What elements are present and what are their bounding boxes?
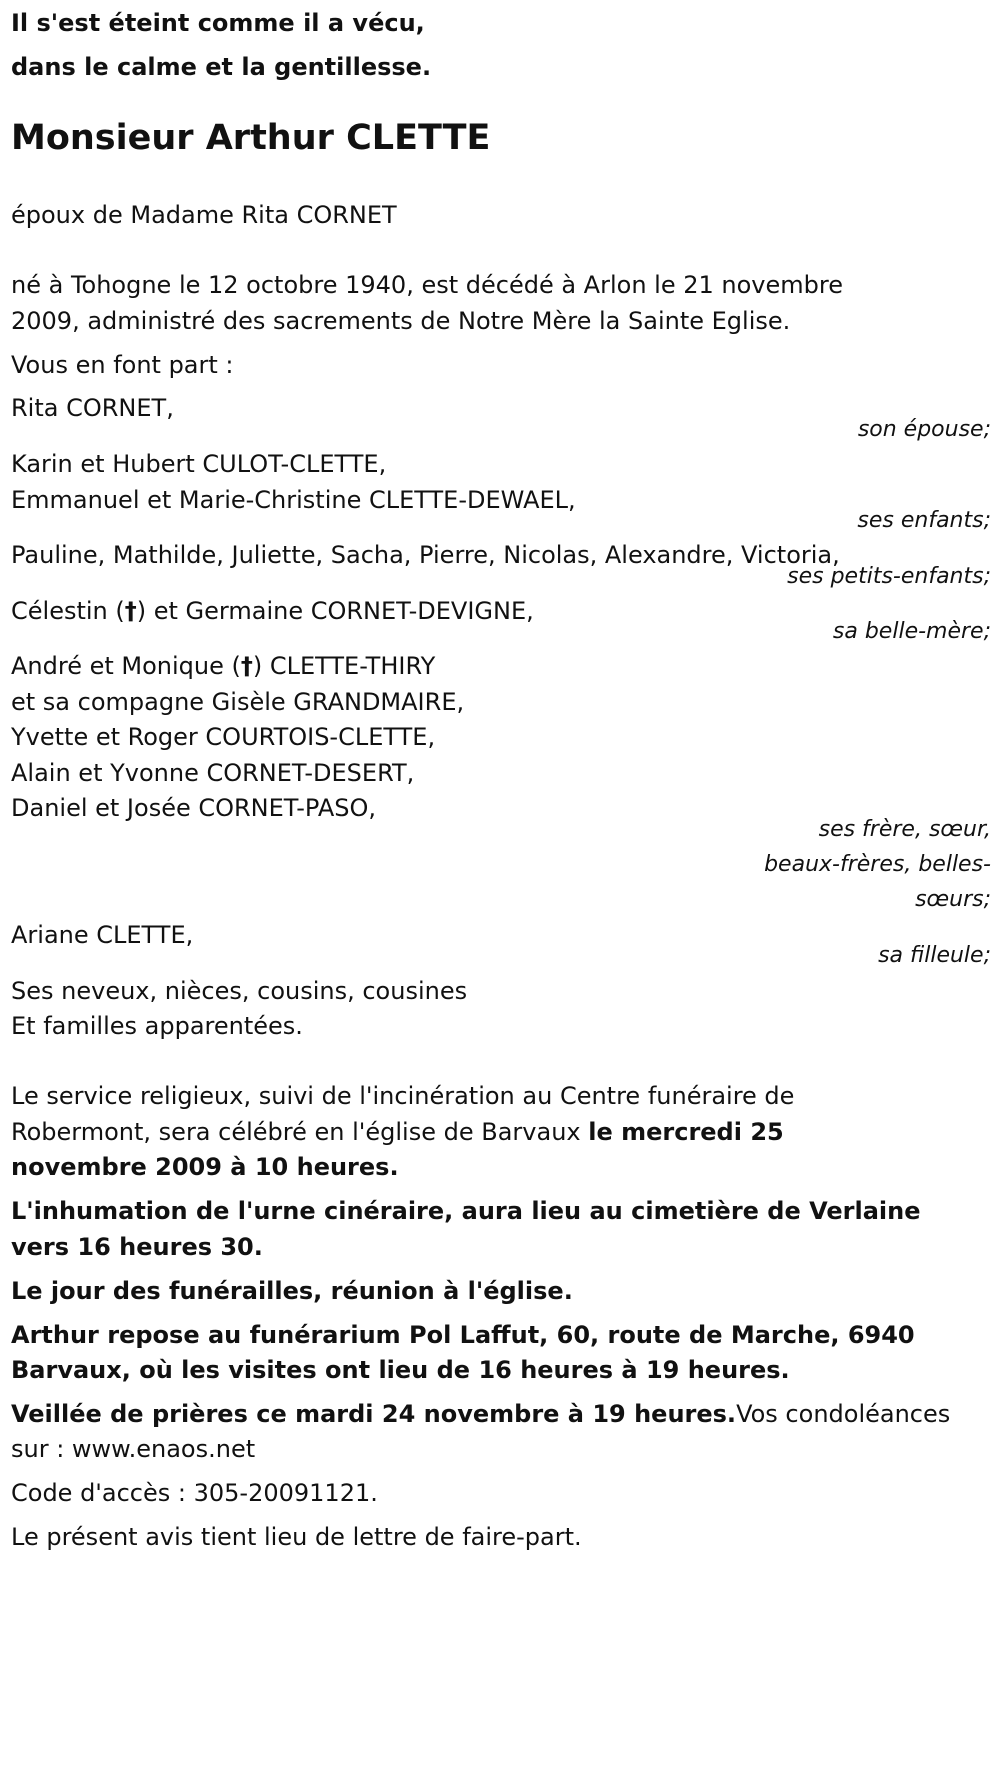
sibling-4: Alain et Yvonne CORNET-DESERT, <box>11 759 415 787</box>
deceased-name: Monsieur Arthur CLETTE <box>11 118 491 158</box>
goddaughter-name: Ariane CLETTE, <box>11 921 194 949</box>
sibling-1-pre: André et Monique ( <box>11 652 241 680</box>
condolences-text: Vos condoléances <box>736 1400 951 1428</box>
children-relation: ses enfants; <box>857 508 991 533</box>
cross-icon: † <box>240 652 253 680</box>
siblings-relation-1: ses frère, sœur, <box>818 817 991 842</box>
service-line-2-bold: le mercredi 25 <box>588 1118 784 1146</box>
cross-icon: † <box>124 597 137 625</box>
condolences-site: sur : www.enaos.net <box>11 1435 256 1463</box>
bio-line-1: né à Tohogne le 12 octobre 1940, est décédé à Arlon le 21 novembre <box>11 271 843 299</box>
service-line-2 <box>11 1117 784 1147</box>
spouse-line: époux de Madame Rita CORNET <box>11 201 397 229</box>
service-line-1: Le service religieux, suivi de l'incinération au Centre funéraire de <box>11 1082 795 1110</box>
sibling-1 <box>11 651 435 681</box>
spouse-relation: son épouse; <box>857 417 991 442</box>
service-line-2-normal: Robermont, sera célébré en l'église de Barvaux <box>11 1118 589 1146</box>
others-line-2: Et familles apparentées. <box>11 1012 303 1040</box>
child-1: Karin et Hubert CULOT-CLETTE, <box>11 450 387 478</box>
sibling-5: Daniel et Josée CORNET-PASO, <box>11 794 377 822</box>
gathering-line: Le jour des funérailles, réunion à l'église. <box>11 1277 573 1305</box>
inlaw-post: ) et Germaine CORNET-DEVIGNE, <box>136 597 534 625</box>
others-line-1: Ses neveux, nièces, cousins, cousines <box>11 977 468 1005</box>
announce-line: Vous en font part : <box>11 351 234 379</box>
vigil-bold: Veillée de prières ce mardi 24 novembre à 19 heures. <box>11 1400 737 1428</box>
inlaw-relation: sa belle-mère; <box>832 619 991 644</box>
vigil-line <box>11 1399 950 1429</box>
inlaw-names <box>11 596 534 626</box>
inlaw-pre: Célestin ( <box>11 597 125 625</box>
epitaph-line-1: Il s'est éteint comme il a vécu, <box>11 9 425 37</box>
bio-line-2: 2009, administré des sacrements de Notre Mère la Sainte Eglise. <box>11 307 791 335</box>
closing-line: Le présent avis tient lieu de lettre de faire-part. <box>11 1523 582 1551</box>
epitaph-line-2: dans le calme et la gentillesse. <box>11 53 432 81</box>
access-code: Code d'accès : 305-20091121. <box>11 1479 378 1507</box>
grandchildren-relation: ses petits-enfants; <box>787 564 991 589</box>
funeral-home-line-2: Barvaux, où les visites ont lieu de 16 heures à 19 heures. <box>11 1356 790 1384</box>
goddaughter-relation: sa filleule; <box>878 943 991 968</box>
funeral-home-line-1: Arthur repose au funérarium Pol Laffut, 60, route de Marche, 6940 <box>11 1321 915 1349</box>
grandchildren-names: Pauline, Mathilde, Juliette, Sacha, Pierre, Nicolas, Alexandre, Victoria, <box>11 541 840 569</box>
burial-line-1: L'inhumation de l'urne cinéraire, aura lieu au cimetière de Verlaine <box>11 1197 921 1225</box>
spouse-name: Rita CORNET, <box>11 394 174 422</box>
burial-line-2: vers 16 heures 30. <box>11 1233 263 1261</box>
service-line-3: novembre 2009 à 10 heures. <box>11 1153 399 1181</box>
sibling-1-post: ) CLETTE-THIRY <box>252 652 436 680</box>
sibling-3: Yvette et Roger COURTOIS-CLETTE, <box>11 723 436 751</box>
child-2: Emmanuel et Marie-Christine CLETTE-DEWAEL, <box>11 486 576 514</box>
siblings-relation-2: beaux-frères, belles- <box>764 852 991 877</box>
sibling-2: et sa compagne Gisèle GRANDMAIRE, <box>11 688 465 716</box>
siblings-relation-3: sœurs; <box>915 887 991 912</box>
